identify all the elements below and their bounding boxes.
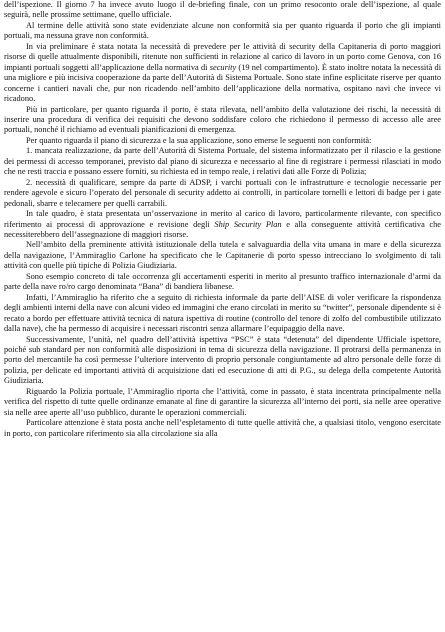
paragraph-esempio: Sono esempio concreto di tale occorrenza gli accertamenti esperiti in merito al presunto traffico internazionale d’armi da parte della nave ro/ro cargo denominata “Bana” di bandiera libanese. xyxy=(4,271,441,292)
paragraph-ambito: Nell’ambito della preminente attività istituzionale della tutela e salvaguardia della vita umana in mare e della sicurezza della navigazione, l’Ammiraglio Carlone ha specificato che le Capitanerie di porto spesso intrecciano lo svolgimento di tali attività con quelle più tipiche di Polizia Giudiziaria. xyxy=(4,240,441,271)
paragraph-preliminare-text-b: (19 nel compartimento). È stato inoltre notata la necessità di una migliore e più incisiva cooperazione da parte dell’Autorità di Sistema Portuale. Sono state infine esplicitate riserve per quanto concerne i cantieri navali che, pur non ricadendo nell’ambito dell’applicazione della normativa, ospitano navi che invece vi ricadono. xyxy=(4,62,441,104)
paragraph-piano: Per quanto riguarda il piano di sicurezza e la sua applicazione, sono emerse le seguenti non conformità: xyxy=(26,135,372,145)
paragraph-intro: dell’ispezione. Il giorno 7 ha invece avuto luogo il de-briefing finale, con un primo resoconto orale dell’ispezione, al quale seguirà, nelle prossime settimane, quello ufficiale. xyxy=(4,0,441,20)
paragraph-quadro-text-b: e alla conseguente attività certificativa che necessiterebbero dell’assegnazione di maggiori risorse. xyxy=(4,219,441,239)
paragraph-quadro xyxy=(4,209,441,240)
document-page xyxy=(4,0,441,632)
list-item-1: 1. mancata realizzazione, da parte dell’Autorità di Sistema Portuale, del sistema informatizzato per il rilascio e la gestione dei permessi di accesso temporanei, previsto dal piano di sicurezza e necessario al fine di registrare i permessi rilasciati in modo che ne resti traccia e possano essere forniti, su richiesta ed in tempo reale, i relativi dati alle Forze di Polizia; xyxy=(4,146,441,177)
paragraph-polizia: Riguardo la Polizia portuale, l’Ammiraglio riporta che l’attività, come in passato, è stata incentrata principalmente nella verifica del rispetto di tutte quelle ordinanze emanate al fine di garantire la sicurezza all’interno dei porti, sia nelle aree operative sia nelle aree aperte all’uso pubblico, durante le operazioni commerciali. xyxy=(4,386,441,417)
paragraph-preliminare xyxy=(4,42,441,105)
emphasis-ship-security-plan: Ship Security Plan xyxy=(214,219,282,229)
list-item-2: 2. necessità di qualificare, sempre da parte di ADSP, i varchi portuali con le infrastrutture e tecnologie necessarie per rendere agevole e sicuro l’operato del personale di security addetto ai controlli, in particolare tornelli e lettori di badge per i gate pedonali, sbarre e telecamere per quelli carrabili. xyxy=(4,177,441,208)
paragraph-preliminare-text-a: In via preliminare è stata notata la necessità di prevedere per le attività di security della Capitaneria di porto maggiori risorse di quelle attualmente disponibili, ritenute non sufficienti in relazione al carico di lavoro in un porto come Genova, con 16 impianti portuali soggetti all’applicazione della normativa di xyxy=(4,41,441,72)
paragraph-attenzione: Particolare attenzione è stata posta anche nell’espletamento di tutte quelle attività che, a qualsiasi titolo, vengono esercitate in porto, con particolare riferimento sia alla circolazione sia alla xyxy=(4,418,441,438)
emphasis-security: security xyxy=(209,62,237,72)
paragraph-successivamente: Successivamente, l’unità, nel quadro dell’attività ispettiva “PSC” è stata “detenuta” del dipendente Ufficiale ispettore, poiché sub standard per non conformità alle disposizioni in tema di sicurezza della navigazione. Il protrarsi della permanenza in porto del mercantile ha così permesse l’ulteriore intervento di proprio personale congiuntamente ad altro personale delle forze di polizia, per delicate ed importanti attività di acquisizione dati ed esecuzione di atti di P.G., su delega della competente Autorità Giudiziaria. xyxy=(4,334,441,386)
paragraph-termine: Al termine delle attività sono state evidenziate alcune non conformità sia per quanto riguarda il porto che gli impianti portuali, ma nessuna grave non conformità. xyxy=(4,20,441,41)
paragraph-porto: Più in particolare, per quanto riguarda il porto, è stata rilevata, nell’ambito della valutazione dei rischi, la necessità di inserire una procedura di verifica dei requisiti che devono soddisfare coloro che richiedono il permesso di accesso alle aree portuali, nonché il richiamo ad eventuali pianificazioni di emergenza. xyxy=(4,104,441,135)
paragraph-quadro-text-a: In tale quadro, è stata presentata un’osservazione in merito al carico di lavoro, particolarmente rilevante, con specifico riferimento ai processi di approvazione e revisione degli xyxy=(4,209,441,229)
paragraph-infatti: Infatti, l’Ammiraglio ha riferito che a seguito di richiesta informale da parte dell’AISE di voler verificare la rispondenza degli ambienti interni della nave con alcuni video ed immagini che erano circolati in merito su “twitter”, personale dipendente si è recato a bordo per effettuare attività tecnica di natura ispettiva di routine (controllo del tenore di zolfo del combustibile utilizzato dalla nave), che ha permesso di acquisire i necessari riscontri senza allarmare l’equipaggio della nave. xyxy=(4,292,441,334)
